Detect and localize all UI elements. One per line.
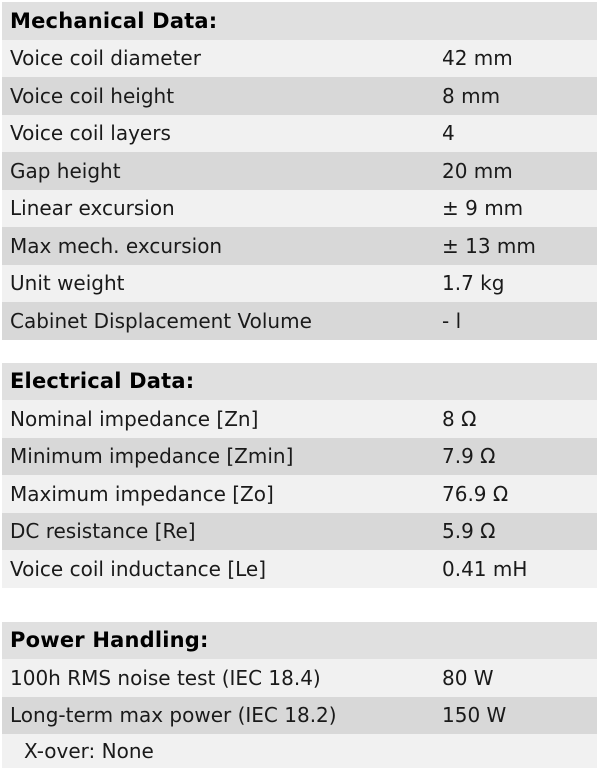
spec-label: Cabinet Displacement Volume	[10, 308, 312, 333]
spec-value: 0.41 mH	[442, 556, 528, 581]
spec-label: Gap height	[10, 158, 121, 183]
spec-row	[2, 77, 597, 115]
spec-label: Linear excursion	[10, 196, 175, 221]
spec-value: 8 mm	[442, 83, 501, 108]
spec-value: 20 mm	[442, 158, 513, 183]
section-electrical-data	[2, 363, 597, 588]
spec-row	[2, 513, 597, 551]
spec-value: 1.7 kg	[442, 271, 505, 296]
spec-row	[2, 40, 597, 78]
spec-value: 76.9 Ω	[442, 481, 509, 506]
spec-label: DC resistance [Re]	[10, 519, 196, 544]
spec-label: Voice coil inductance [Le]	[10, 556, 267, 581]
section-mechanical-data	[2, 2, 597, 340]
spec-row	[2, 475, 597, 513]
spec-value: 42 mm	[442, 46, 513, 71]
spec-row	[2, 115, 597, 153]
section-title-power-handling: Power Handling:	[2, 622, 597, 660]
spec-value: 80 W	[442, 665, 494, 690]
spec-value: ± 13 mm	[442, 233, 536, 258]
spec-row	[2, 190, 597, 228]
spec-label: Voice coil layers	[10, 121, 171, 146]
spec-value: 4	[442, 121, 455, 146]
xover-note: X-over: None	[2, 734, 597, 768]
section-title-mechanical-data: Mechanical Data:	[2, 2, 597, 40]
spec-table	[2, 2, 597, 768]
spec-value: 8 Ω	[442, 406, 477, 431]
spec-row	[2, 438, 597, 476]
spec-row	[2, 302, 597, 340]
spec-label: Unit weight	[10, 271, 125, 296]
spec-label: Max mech. excursion	[10, 233, 223, 258]
section-power-handling	[2, 622, 597, 768]
spec-label: Maximum impedance [Zo]	[10, 481, 274, 506]
section-title-electrical-data: Electrical Data:	[2, 363, 597, 401]
spec-row	[2, 265, 597, 303]
spec-label: Voice coil diameter	[10, 46, 201, 71]
spec-label: Voice coil height	[10, 83, 175, 108]
spec-value: 7.9 Ω	[442, 444, 496, 469]
spec-label: 100h RMS noise test (IEC 18.4)	[10, 665, 321, 690]
spec-row	[2, 152, 597, 190]
spec-value: - l	[442, 308, 462, 333]
spec-row	[2, 400, 597, 438]
spec-row	[2, 550, 597, 588]
spec-row	[2, 659, 597, 697]
spec-value: 5.9 Ω	[442, 519, 496, 544]
spec-label: Minimum impedance [Zmin]	[10, 444, 294, 469]
spec-value: 150 W	[442, 703, 507, 728]
spec-label: Long-term max power (IEC 18.2)	[10, 703, 337, 728]
spec-row	[2, 697, 597, 735]
spec-value: ± 9 mm	[442, 196, 524, 221]
spec-row	[2, 227, 597, 265]
spec-label: Nominal impedance [Zn]	[10, 406, 259, 431]
